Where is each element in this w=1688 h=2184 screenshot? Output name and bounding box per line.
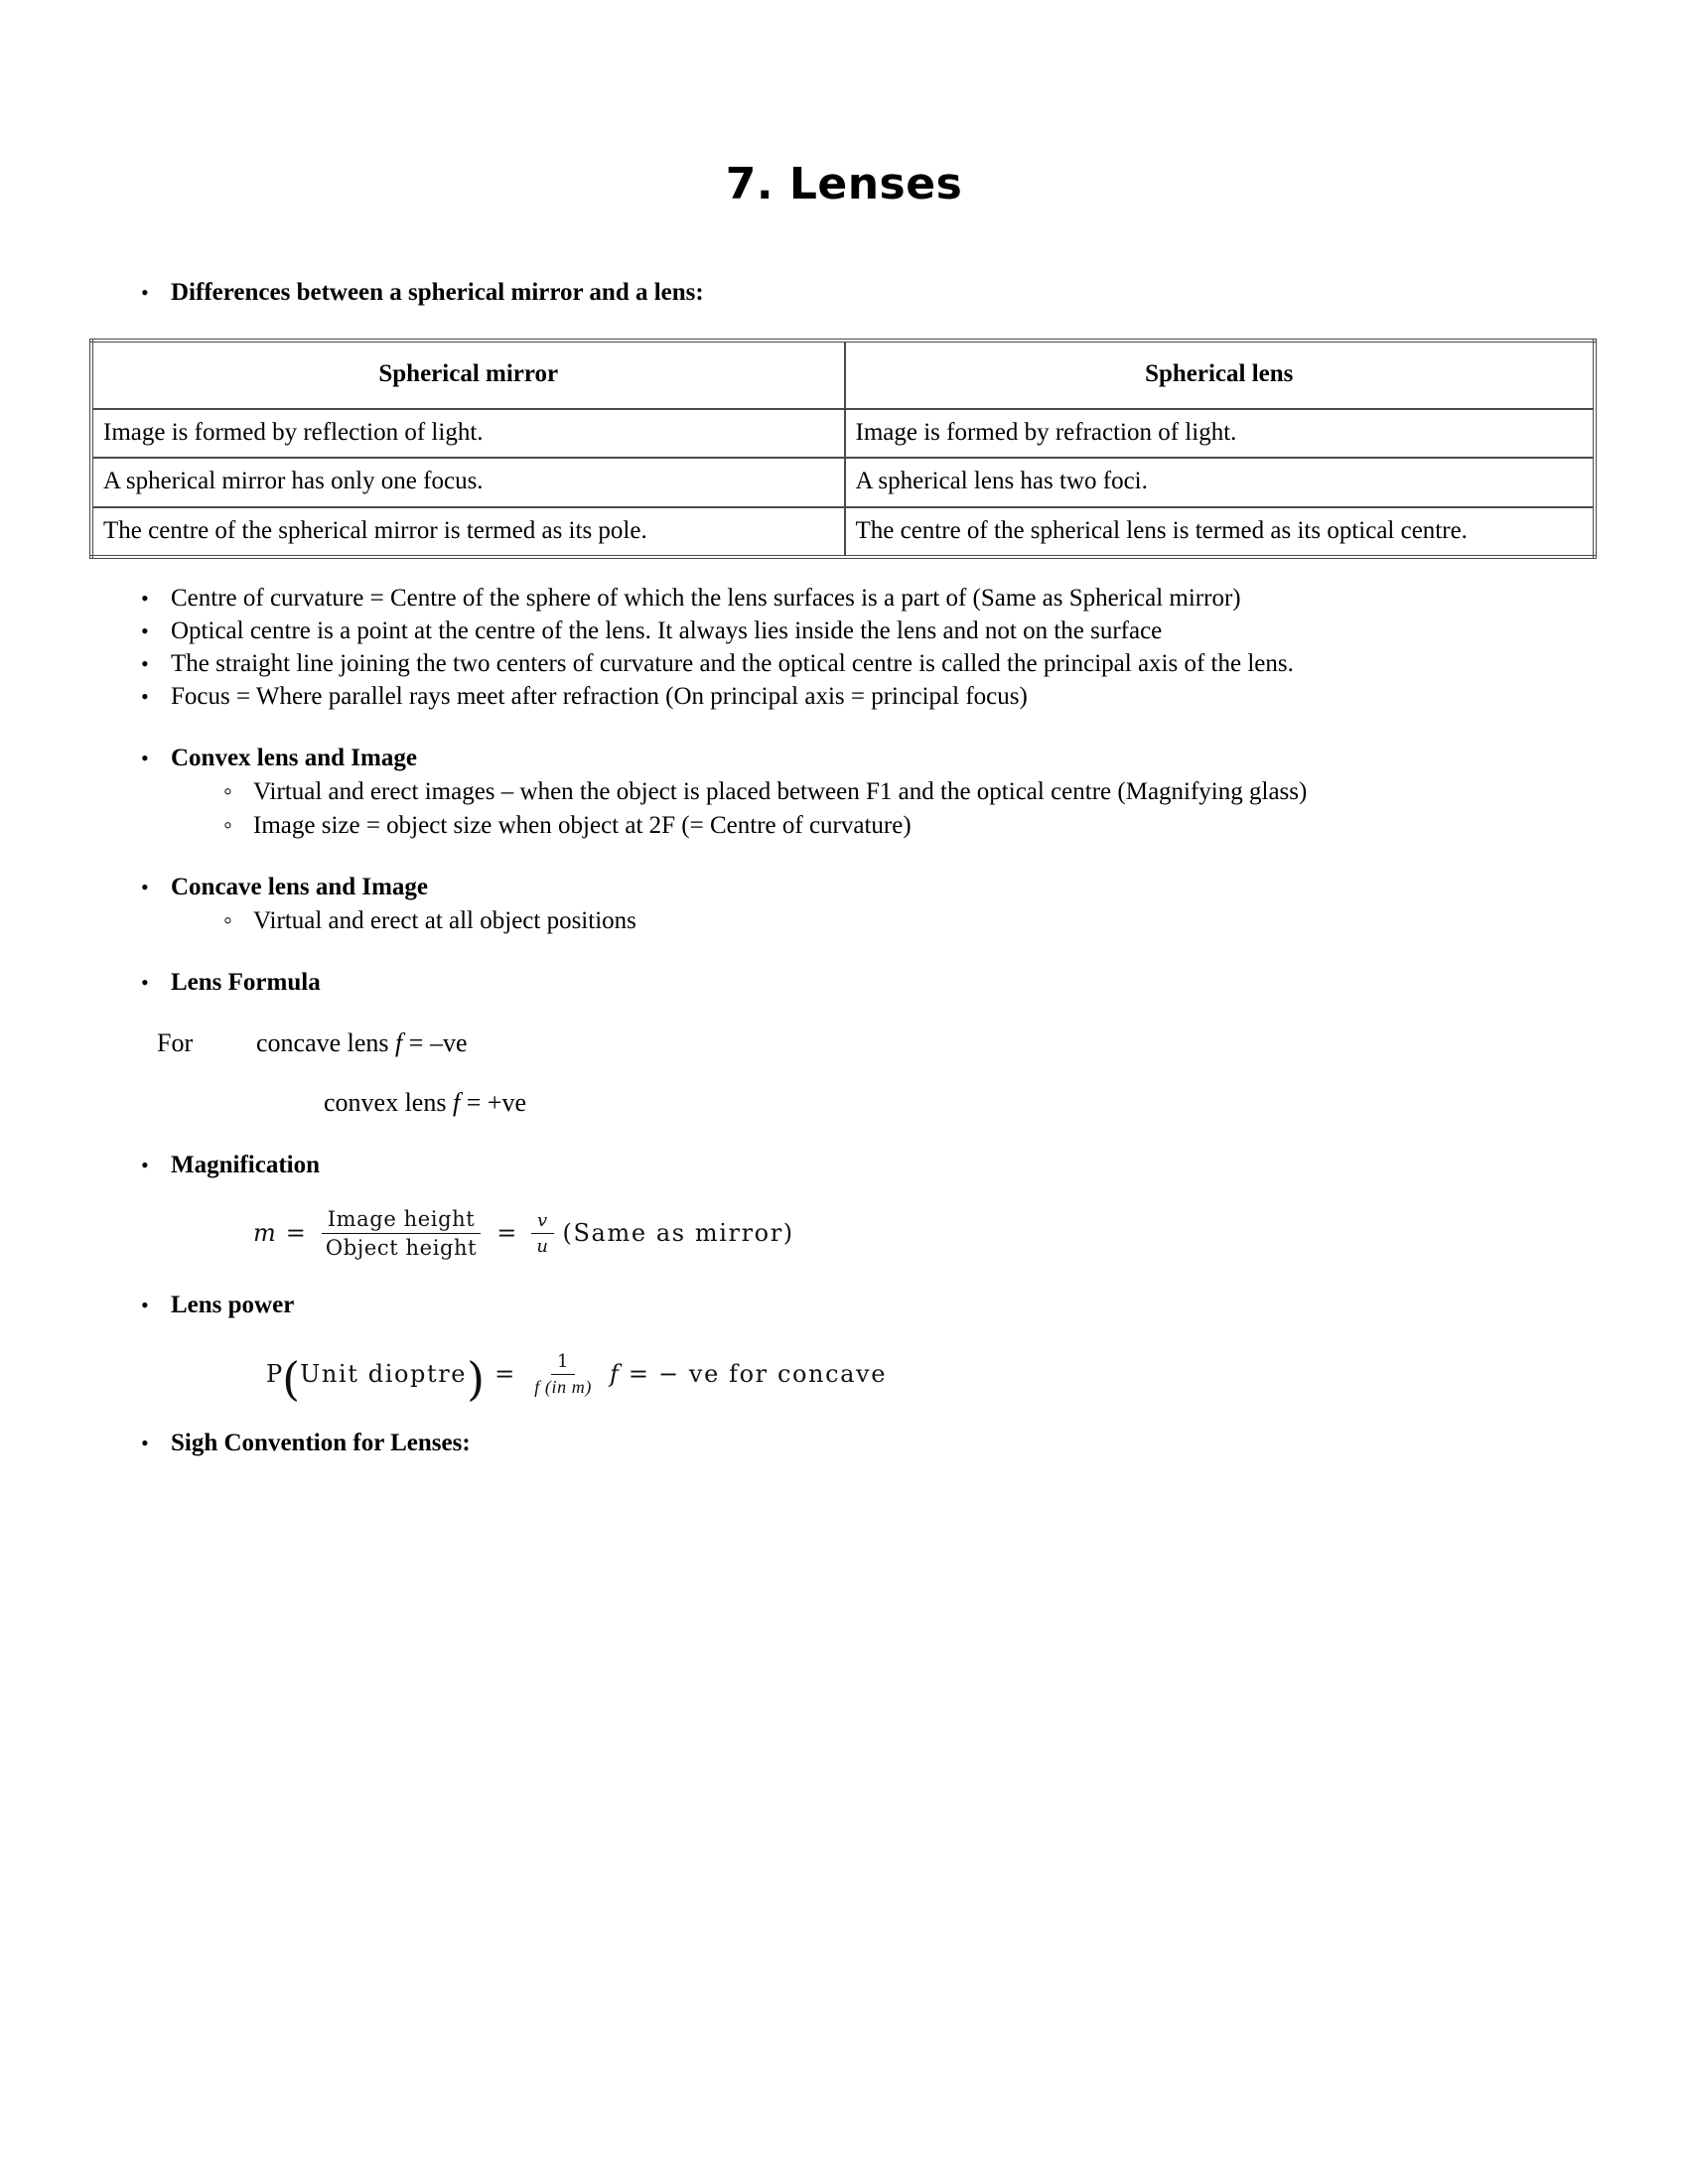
magnification-symbol: m bbox=[253, 1219, 276, 1248]
focal-length-symbol: f bbox=[395, 1028, 403, 1057]
list-item bbox=[89, 681, 1599, 713]
lens-power-section bbox=[89, 1290, 1599, 1407]
table-cell: Image is formed by reflection of light. bbox=[91, 409, 845, 459]
lens-power-heading-row bbox=[89, 1290, 1599, 1321]
table-row bbox=[91, 458, 1595, 507]
magnification-note: (Same as mirror) bbox=[562, 1219, 794, 1248]
focal-length-symbol: f bbox=[452, 1087, 461, 1117]
circle-bullet-icon bbox=[223, 905, 253, 937]
disc-bullet-icon bbox=[141, 1428, 171, 1459]
table-header-row bbox=[91, 341, 1595, 409]
numerator-one: 1 bbox=[551, 1351, 575, 1375]
differences-heading-row bbox=[89, 277, 1599, 309]
concave-text: concave lens bbox=[256, 1028, 396, 1057]
unit-dioptre-label: Unit dioptre bbox=[300, 1360, 468, 1389]
magnification-section bbox=[89, 1150, 1599, 1260]
power-sign-note: − ve for concave bbox=[657, 1360, 888, 1389]
disc-bullet-icon bbox=[141, 967, 171, 999]
convex-text: convex lens bbox=[324, 1087, 453, 1117]
lens-formula-for-label: For bbox=[157, 1028, 194, 1057]
list-item bbox=[89, 810, 1599, 842]
v-over-u-fraction bbox=[530, 1210, 554, 1257]
list-item bbox=[89, 905, 1599, 937]
equals-sign: = bbox=[496, 1219, 517, 1248]
list-item-label: Centre of curvature = Centre of the sphere of which the lens surfaces is a part of (Same as Spherical mirror) bbox=[171, 585, 1241, 612]
table-cell: A spherical mirror has only one focus. bbox=[91, 458, 845, 507]
concave-heading-label: Concave lens and Image bbox=[171, 874, 429, 900]
concave-lens-section bbox=[89, 872, 1599, 937]
mirror-lens-comparison-table bbox=[89, 339, 1597, 559]
equals-sign: = bbox=[285, 1219, 306, 1248]
list-item-label: Image size = object size when object at 2F (= Centre of curvature) bbox=[253, 812, 912, 839]
object-height-label: Object height bbox=[325, 1235, 478, 1260]
concepts-list bbox=[89, 583, 1599, 713]
lens-formula-heading-label: Lens Formula bbox=[171, 969, 321, 996]
table-row bbox=[91, 507, 1595, 558]
one-over-f-fraction bbox=[528, 1351, 598, 1398]
list-item-label: Virtual and erect at all object positions bbox=[253, 907, 636, 934]
disc-bullet-icon bbox=[141, 1150, 171, 1181]
table-row bbox=[91, 409, 1595, 459]
disc-bullet-icon bbox=[141, 1290, 171, 1321]
list-item bbox=[89, 583, 1599, 614]
lens-formula-concave-body bbox=[256, 1026, 467, 1060]
convex-heading-label: Convex lens and Image bbox=[171, 745, 417, 771]
disc-bullet-icon bbox=[141, 583, 171, 614]
differences-heading-label: Differences between a spherical mirror and a lens: bbox=[171, 279, 704, 306]
focal-length-in-metres-label: f (in m) bbox=[534, 1376, 592, 1397]
list-item-label: The straight line joining the two centers of curvature and the optical centre is called the principal axis of the lens. bbox=[171, 650, 1294, 677]
power-symbol: P bbox=[266, 1360, 283, 1389]
disc-bullet-icon bbox=[141, 872, 171, 903]
convex-sign: = +ve bbox=[460, 1087, 527, 1117]
disc-bullet-icon bbox=[141, 648, 171, 680]
circle-bullet-icon bbox=[223, 810, 253, 842]
lens-formula-convex-body bbox=[324, 1086, 526, 1120]
list-item-label: Focus = Where parallel rays meet after refraction (On principal axis = principal focus) bbox=[171, 683, 1028, 710]
table-cell: Image is formed by refraction of light. bbox=[845, 409, 1596, 459]
lens-power-heading-label: Lens power bbox=[171, 1291, 295, 1318]
image-distance-symbol: v bbox=[531, 1210, 554, 1234]
lens-power-formula: P ( Unit dioptre ) = $\frac{1}{\text{f (in m)}}$ f = − ve for concave bbox=[266, 1350, 888, 1407]
equals-sign: = bbox=[494, 1360, 515, 1389]
lens-formula-heading-row bbox=[89, 967, 1599, 999]
object-distance-symbol: u bbox=[536, 1235, 549, 1257]
lens-formula-section bbox=[89, 967, 1599, 1120]
concave-heading-row bbox=[89, 872, 1599, 903]
disc-bullet-icon bbox=[141, 681, 171, 713]
table-cell: The centre of the spherical lens is termed as its optical centre. bbox=[845, 507, 1596, 558]
sign-convention-heading-row bbox=[89, 1428, 1599, 1459]
lens-formula-line-convex bbox=[89, 1086, 1599, 1120]
magnification-heading-label: Magnification bbox=[171, 1151, 320, 1178]
list-item-label: Optical centre is a point at the centre of the lens. It always lies inside the lens and not on the surface bbox=[171, 617, 1163, 644]
table-cell: A spherical lens has two foci. bbox=[845, 458, 1596, 507]
magnification-heading-row bbox=[89, 1150, 1599, 1181]
concave-sign: = –ve bbox=[402, 1028, 468, 1057]
equals-sign: = bbox=[628, 1360, 648, 1389]
table-header-lens: Spherical lens bbox=[845, 341, 1596, 409]
image-height-label: Image height bbox=[322, 1207, 482, 1234]
lens-formula-line-concave bbox=[89, 1026, 1599, 1060]
disc-bullet-icon bbox=[141, 615, 171, 647]
magnification-formula bbox=[89, 1207, 1599, 1260]
disc-bullet-icon bbox=[141, 743, 171, 774]
list-item-label: Virtual and erect images – when the object is placed between F1 and the optical centre (Magnifying glass) bbox=[253, 778, 1308, 805]
convex-heading-row bbox=[89, 743, 1599, 774]
differences-section bbox=[89, 277, 1599, 309]
circle-bullet-icon bbox=[223, 776, 253, 808]
list-item bbox=[89, 776, 1599, 808]
table-header-mirror: Spherical mirror bbox=[91, 341, 845, 409]
page-title: 7. Lenses bbox=[725, 159, 963, 209]
comparison-table-wrap bbox=[89, 339, 1599, 559]
sign-convention-heading-label: Sigh Convention for Lenses: bbox=[171, 1429, 471, 1456]
convex-lens-section bbox=[89, 743, 1599, 842]
disc-bullet-icon bbox=[141, 277, 171, 309]
magnification-ratio-fraction bbox=[320, 1207, 483, 1260]
sign-convention-section bbox=[89, 1428, 1599, 1459]
table-cell: The centre of the spherical mirror is termed as its pole. bbox=[91, 507, 845, 558]
list-item bbox=[89, 615, 1599, 647]
list-item bbox=[89, 648, 1599, 680]
focal-length-symbol: f bbox=[609, 1360, 619, 1389]
